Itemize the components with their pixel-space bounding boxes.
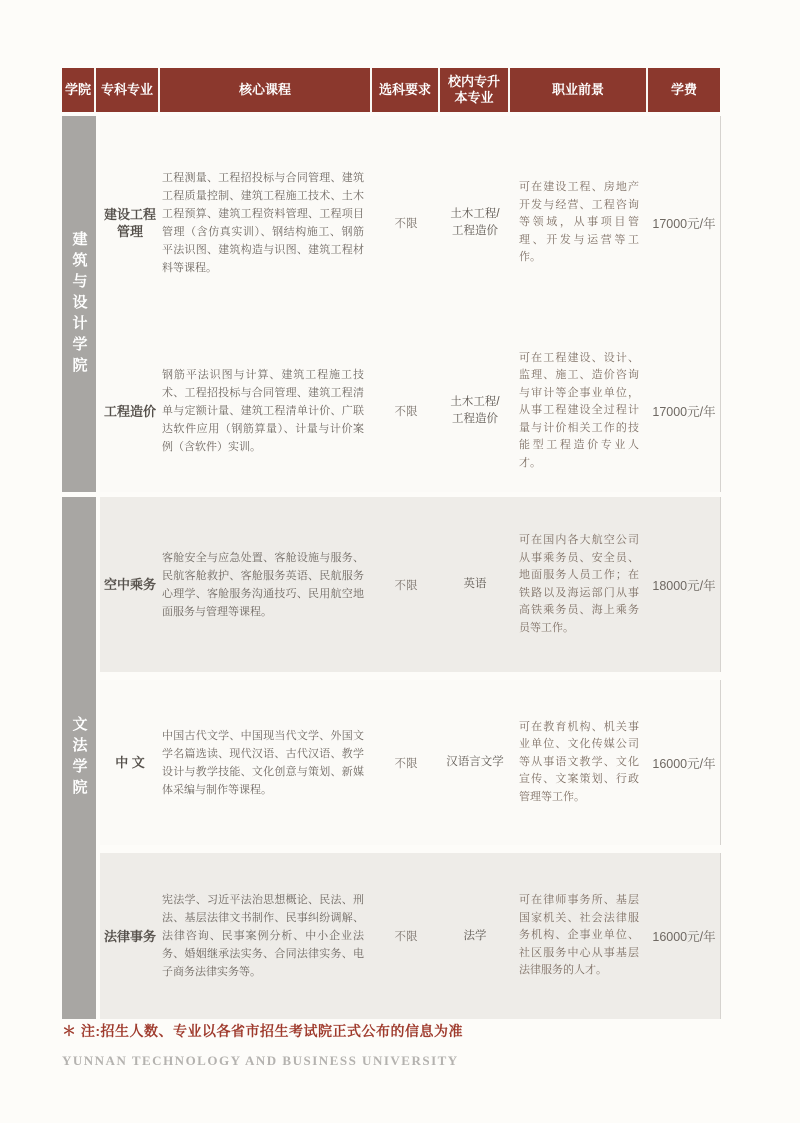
- majors-table: [62, 68, 720, 1019]
- cell-career-prospects: 可在建设工程、房地产开发与经营、工程咨询等领域，从事项目管理、开发与运营等工作。: [519, 181, 639, 264]
- table-row: [100, 330, 721, 492]
- header-cell-upgrade-major: 校内专升本专业: [440, 68, 510, 112]
- cell-career-prospects: 可在国内各大航空公司从事乘务员、安全员、地面服务人员工作；在铁路以及海运部门从事高铁乘务员、海上乘务员等工作。: [519, 534, 639, 634]
- college-group: [62, 116, 720, 492]
- cell-career-prospects: 可在工程建设、设计、监理、施工、造价咨询与审计等企事业单位，从事工程建设全过程计量与计价相关工作的技能型工程造价专业人才。: [519, 351, 639, 469]
- cell-core-courses: 中国古代文学、中国现当代文学、外国文学名篇选读、现代汉语、古代汉语、教学设计与教学技能、文化创意与策划、新媒体采编与制作等课程。: [162, 729, 364, 796]
- table-body: [62, 116, 720, 1019]
- cell-subject-requirement: 不限: [394, 931, 418, 943]
- table-row: [100, 497, 721, 672]
- header-cell-tuition: 学费: [670, 81, 697, 97]
- header-cell-college: 学院: [62, 68, 96, 112]
- table-row: [100, 680, 721, 845]
- table-row: [100, 853, 721, 1019]
- header-cell-major: 专科专业: [96, 68, 160, 112]
- header-cell-career-prospects: 职业前景: [510, 68, 648, 112]
- enrollment-note: ＊ 注:招生人数、专业以各省市招生考试院正式公布的信息为准: [62, 1023, 464, 1039]
- college-name-label: 建筑与设计学院: [70, 230, 88, 378]
- cell-major-name: 空中乘务: [103, 577, 156, 592]
- cell-tuition: 16000元/年: [652, 756, 716, 771]
- cell-upgrade-major: 英语: [463, 578, 487, 590]
- cell-tuition: 17000元/年: [652, 217, 716, 231]
- cell-major-name: 中 文: [115, 755, 145, 770]
- cell-tuition: 18000元/年: [652, 578, 716, 593]
- college-rows: [100, 116, 721, 492]
- college-group: [62, 497, 720, 1019]
- cell-core-courses: 工程测量、工程招投标与合同管理、建筑工程质量控制、建筑工程施工技术、土木工程预算、建筑工程资料管理、工程项目管理（含仿真实训）、钢结构施工、钢筋平法识图、建筑构造与识图、建筑工程材料等课程。: [162, 172, 364, 274]
- cell-major-name: 工程造价: [103, 403, 156, 419]
- college-sidebar: [62, 116, 96, 492]
- header-cell-core-courses: 核心课程: [160, 68, 372, 112]
- cell-major-name: 法律事务: [103, 928, 156, 944]
- cell-subject-requirement: 不限: [394, 579, 418, 592]
- cell-core-courses: 客舱安全与应急处置、客舱设施与服务、民航客舱救护、客舱服务英语、民航服务心理学、客舱服务沟通技巧、民用航空地面服务与管理等课程。: [162, 551, 364, 618]
- cell-subject-requirement: 不限: [394, 757, 418, 770]
- cell-upgrade-major: 土木工程/工程造价: [450, 208, 500, 237]
- cell-core-courses: 宪法学、习近平法治思想概论、民法、刑法、基层法律文书制作、民事纠纷调解、法律咨询、民事案例分析、中小企业法务、婚姻继承法实务、合同法律实务、电子商务法律实务等。: [162, 894, 364, 978]
- cell-upgrade-major: 土木工程/工程造价: [450, 396, 500, 425]
- table-row: [100, 116, 721, 330]
- cell-career-prospects: 可在教育机构、机关事业单位、文化传媒公司等从事语文教学、文化宣传、文案策划、行政管理等工作。: [519, 720, 639, 803]
- cell-upgrade-major: 汉语言文学: [446, 756, 504, 768]
- cell-subject-requirement: 不限: [394, 406, 418, 418]
- cell-tuition: 16000元/年: [652, 930, 716, 944]
- header-cell-subject-requirement: 选科要求: [372, 68, 440, 112]
- cell-core-courses: 钢筋平法识图与计算、建筑工程施工技术、工程招投标与合同管理、建筑工程清单与定额计量、建筑工程清单计价、广联达软件应用（钢筋算量）、计量与计价案例（含软件）实训。: [162, 369, 364, 453]
- college-name-label: 文法学院: [70, 716, 88, 800]
- cell-subject-requirement: 不限: [394, 218, 418, 230]
- table-header-row: [62, 68, 720, 112]
- cell-upgrade-major: 法学: [463, 929, 487, 942]
- college-sidebar: [62, 497, 96, 1019]
- cell-tuition: 17000元/年: [652, 405, 716, 419]
- cell-major-name: 建设工程管理: [103, 207, 156, 239]
- university-name-footer: YUNNAN TECHNOLOGY AND BUSINESS UNIVERSITY: [62, 1053, 459, 1068]
- cell-career-prospects: 可在律师事务所、基层国家机关、社会法律服务机构、企事业单位、社区服务中心从事基层法律服务的人才。: [519, 894, 639, 977]
- college-rows: [100, 497, 721, 1019]
